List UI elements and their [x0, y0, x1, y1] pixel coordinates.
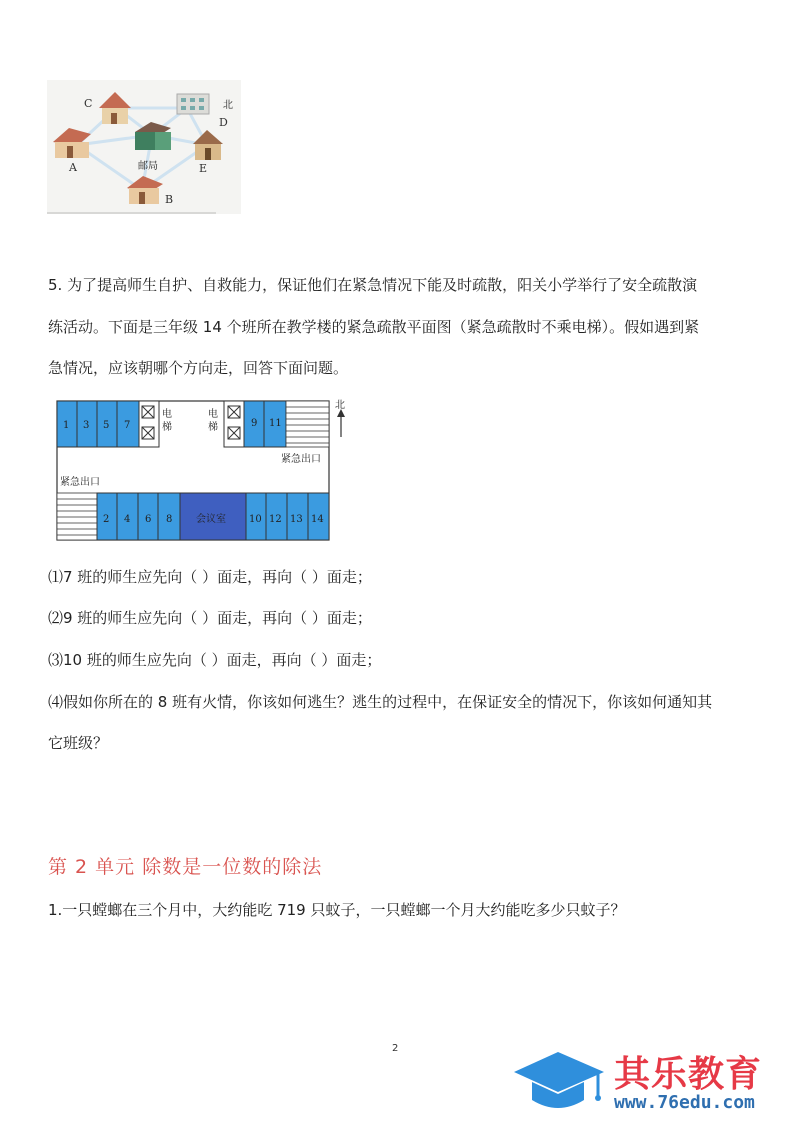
q5-sub4-line1: ⑷假如你所在的 8 班有火情，你该如何逃生？逃生的过程中，在保证安全的情况下，你该如何通知其 [48, 693, 713, 711]
stairs-top-right [286, 401, 329, 447]
class-4: 4 [124, 514, 131, 525]
elevator-label-left-2: 梯 [162, 422, 172, 433]
q5-sub3: ⑶10 班的师生应先向（ ）面走，再向（ ）面走； [48, 651, 382, 669]
class-14: 14 [311, 514, 324, 525]
class-7: 7 [124, 420, 131, 431]
house-e [193, 130, 223, 160]
town-map-svg [47, 80, 241, 214]
brand-watermark [510, 1040, 793, 1122]
house-c [99, 92, 131, 124]
label-post-office: 邮局 [138, 161, 158, 172]
graduation-cap-icon [510, 1042, 610, 1118]
label-d: D [219, 116, 228, 129]
class-5: 5 [103, 420, 110, 431]
map-figure [47, 80, 241, 214]
class-10: 10 [249, 514, 262, 525]
evacuation-floor-plan [56, 397, 356, 543]
north-arrow [337, 409, 345, 437]
q5-sub2: ⑵9 班的师生应先向（ ）面走，再向（ ）面走； [48, 609, 372, 627]
page-number: 2 [392, 1043, 399, 1054]
building-d [177, 94, 209, 114]
brand-name: 其乐教育 [614, 1054, 763, 1095]
north-label: 北 [335, 400, 345, 411]
class-6: 6 [145, 514, 152, 525]
house-a [53, 128, 91, 158]
q5-intro-line3: 急情况，应该朝哪个方向走，回答下面问题。 [48, 359, 349, 377]
floor-plan-svg [56, 397, 356, 543]
q5-sub4-line2: 它班级？ [48, 734, 109, 752]
q5-intro-line2: 练活动。下面是三年级 14 个班所在教学楼的紧急疏散平面图（紧急疏散时不乘电梯）。假如遇到紧 [48, 318, 700, 336]
unit2-heading: 第 2 单元 除数是一位数的除法 [48, 856, 323, 878]
class-1: 1 [63, 420, 70, 431]
elevator-label-left-1: 电 [162, 409, 172, 420]
label-e: E [199, 162, 208, 175]
brand-url: www.76edu.com [614, 1092, 755, 1113]
class-13: 13 [290, 514, 303, 525]
elevator-label-right-2: 梯 [208, 422, 218, 433]
stairs-bottom-left [57, 493, 97, 540]
class-9: 9 [251, 418, 258, 429]
q5-sub1: ⑴7 班的师生应先向（ ）面走，再向（ ）面走； [48, 568, 372, 586]
q5-intro-line1: 5. 为了提高师生自护、自救能力，保证他们在紧急情况下能及时疏散，阳关小学举行了安全疏散演 [48, 276, 698, 294]
label-c: C [84, 97, 93, 110]
meeting-room-label: 会议室 [196, 514, 226, 525]
class-12: 12 [269, 514, 282, 525]
unit2-q1: 1.一只螳螂在三个月中，大约能吃 719 只蚊子，一只螳螂一个月大约能吃多少只蚊子？ [48, 901, 626, 919]
exit-left-label: 紧急出口 [60, 477, 100, 488]
label-b: B [165, 193, 174, 206]
class-8: 8 [166, 514, 173, 525]
class-3: 3 [83, 420, 90, 431]
label-a: A [69, 161, 77, 174]
elevator-label-right-1: 电 [208, 409, 218, 420]
exit-right-label: 紧急出口 [281, 454, 321, 465]
class-11: 11 [269, 418, 282, 429]
class-2: 2 [103, 514, 110, 525]
label-north: 北 [223, 100, 233, 111]
